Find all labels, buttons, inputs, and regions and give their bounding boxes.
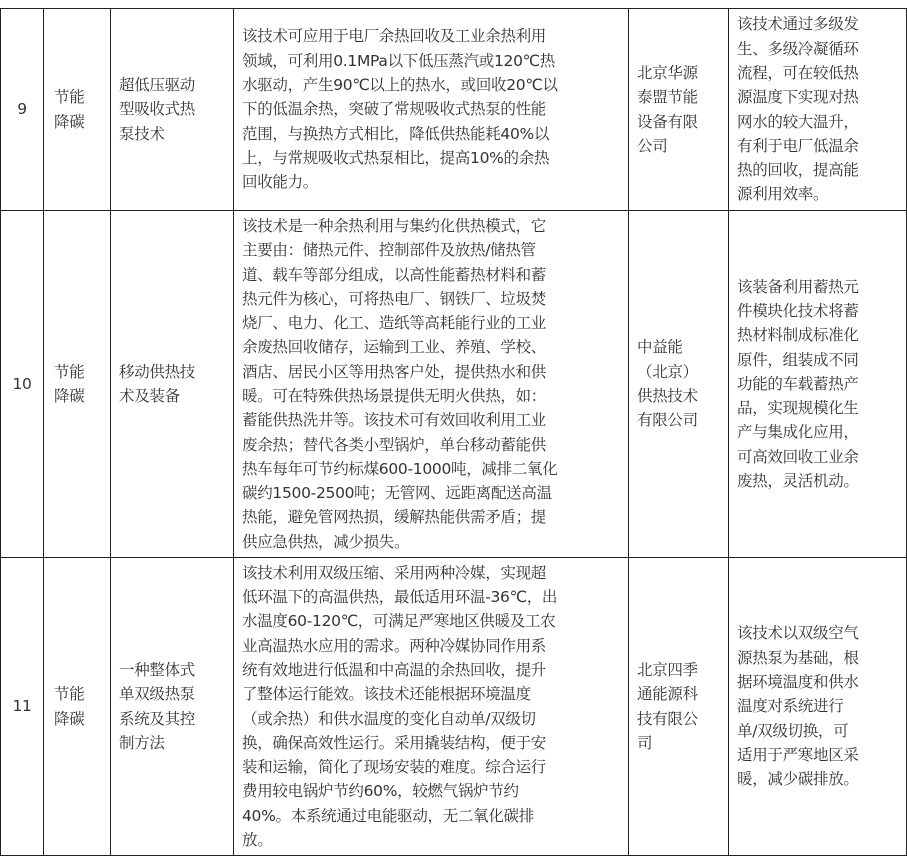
row-number: 10 [1, 211, 44, 558]
technology-name-cell: 一种整体式 单双级热泵 系统及其控 制方法 [111, 558, 234, 856]
description-cell: 该技术可应用于电厂余热回收及工业余热利用 领域，可利用0.1MPa以下低压蒸汽或120℃热 水驱动，产生90℃以上的热水，或回收20℃以 下的低温余热，突破了常规吸收式热泵的性能 范围，与换热方式相比，降低供热能耗40%以 上，与常规吸收式热泵相比，提高10%的余热 回收能力。 [234, 9, 629, 211]
table-row [1, 9, 907, 211]
table-row [1, 558, 907, 856]
company-cell: 北京四季 通能源科 技有限公 司 [629, 558, 729, 856]
company-cell: 北京华源 泰盟节能 设备有限 公司 [629, 9, 729, 211]
table-row [1, 211, 907, 558]
company-cell: 中益能 （北京） 供热技术 有限公司 [629, 211, 729, 558]
category-cell: 节能 降碳 [44, 9, 111, 211]
technology-table [0, 8, 907, 856]
effect-cell: 该技术以双级空气 源热泵为基础，根 据环境温度和供水 温度对系统进行 单/双级切换，可 适用于严寒地区采 暖，减少碳排放。 [729, 558, 907, 856]
row-number: 9 [1, 9, 44, 211]
technology-name-cell: 超低压驱动 型吸收式热 泵技术 [111, 9, 234, 211]
description-cell: 该技术利用双级压缩、采用两种冷媒，实现超 低环温下的高温供热，最低适用环温-36℃，出 水温度60-120℃，可满足严寒地区供暖及工农 业高温热水应用的需求。两种冷媒协同作用系 统有效地进行低温和中高温的余热回收，提升 了整体运行能效。该技术还能根据环境温度 （或余热）和供水温度的变化自动单/双级切 换，确保高效性运行。采用撬装结构，便于安 装和运输，简化了现场安装的难度。综合运行 费用较电锅炉节约60%，较燃气锅炉节约 40%。本系统通过电能驱动，无二氧化碳排 放。 [234, 558, 629, 856]
category-cell: 节能 降碳 [44, 211, 111, 558]
technology-name-cell: 移动供热技 术及装备 [111, 211, 234, 558]
effect-cell: 该装备利用蓄热元 件模块化技术将蓄 热材料制成标准化 原件，组装成不同 功能的车载蓄热产 品，实现规模化生 产与集成化应用， 可高效回收工业余 废热，灵活机动。 [729, 211, 907, 558]
row-number: 11 [1, 558, 44, 856]
effect-cell: 该技术通过多级发 生、多级冷凝循环 流程，可在较低热 源温度下实现对热 网水的较大温升， 有利于电厂低温余 热的回收，提高能 源利用效率。 [729, 9, 907, 211]
description-cell: 该技术是一种余热利用与集约化供热模式，它 主要由：储热元件、控制部件及放热/储热管 道、载车等部分组成，以高性能蓄热材料和蓄 热元件为核心，可将热电厂、钢铁厂、垃圾焚 烧厂、电力、化工、造纸等高耗能行业的工业 余废热回收储存，运输到工业、养殖、学校、 酒店、居民小区等用热客户处，提供热水和供 暖。可在特殊供热场景提供无明火供热，如： 蓄能供热洗井等。该技术可有效回收利用工业 废余热；替代各类小型锅炉，单台移动蓄能供 热车每年可节约标煤600-1000吨，减排二氧化 碳约1500-2500吨；无管网、远距离配送高温 热能，避免管网热损，缓解热能供需矛盾；提 供应急供热，减少损失。 [234, 211, 629, 558]
category-cell: 节能 降碳 [44, 558, 111, 856]
